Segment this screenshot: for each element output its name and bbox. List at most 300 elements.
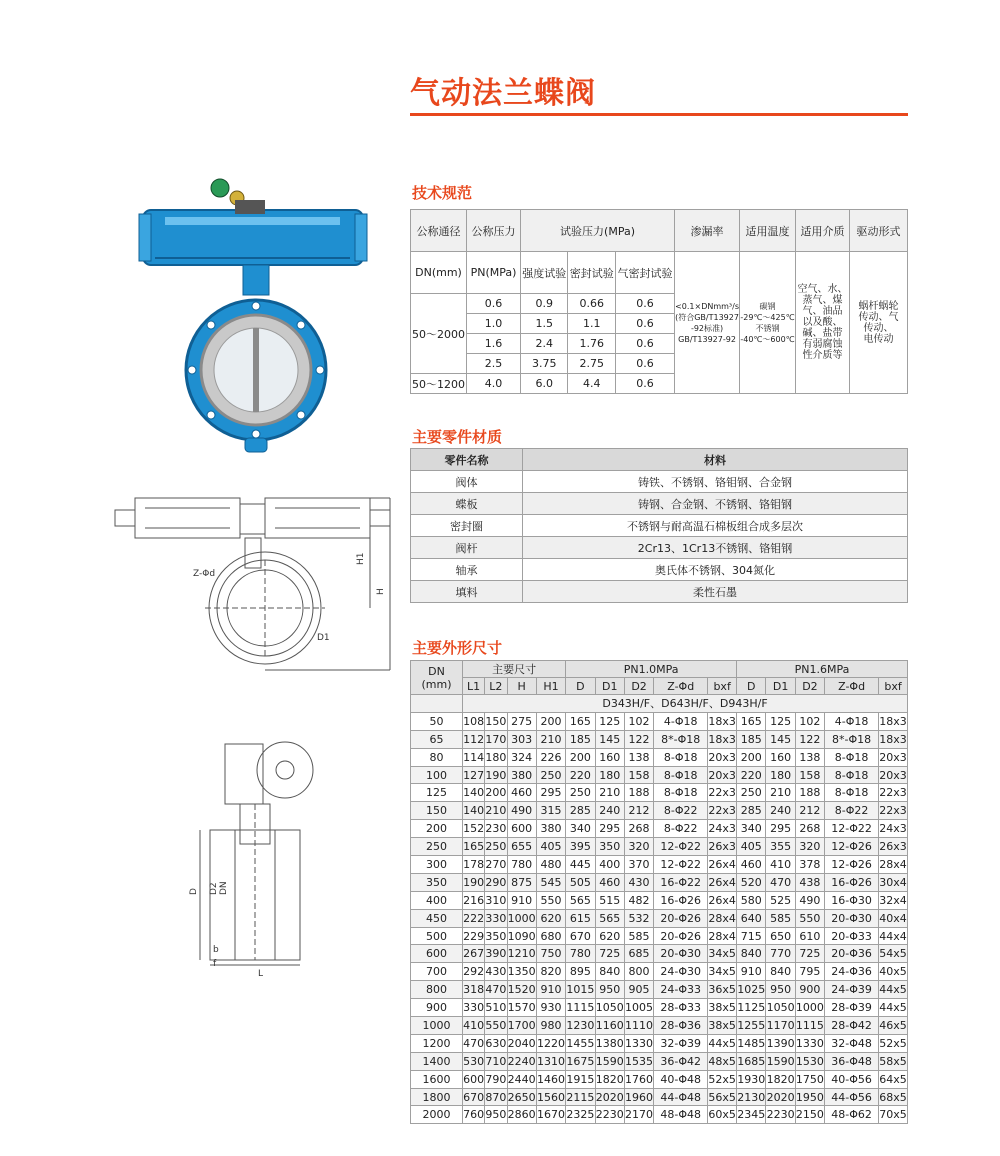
dimension-cell: 1950 <box>795 1088 824 1106</box>
label-d1: D1 <box>317 633 330 643</box>
dimension-cell: 40x5 <box>879 963 908 981</box>
label-dn: DN <box>219 881 229 895</box>
dimension-row <box>411 873 908 891</box>
dimension-cell: 68x5 <box>879 1088 908 1106</box>
dimension-cell: 24-Φ39 <box>825 981 879 999</box>
dimension-cell: 200 <box>485 784 507 802</box>
dimension-cell: 8-Φ18 <box>825 748 879 766</box>
dimension-cell: 950 <box>766 981 795 999</box>
dimension-cell: 1820 <box>766 1070 795 1088</box>
dimension-cell: 2130 <box>737 1088 766 1106</box>
dimension-cell: 292 <box>463 963 485 981</box>
spec-cell: 0.6 <box>615 294 674 314</box>
dimension-cell: 610 <box>795 927 824 945</box>
dimension-cell: 16-Φ26 <box>654 891 708 909</box>
dimension-cell: 44x5 <box>879 981 908 999</box>
dimension-cell: 1930 <box>737 1070 766 1088</box>
dimension-cell: 1005 <box>624 999 653 1017</box>
dimension-cell: 1110 <box>624 1017 653 1035</box>
dimension-cell: 48x5 <box>708 1052 737 1070</box>
dn-value: 2000 <box>411 1106 463 1124</box>
th-air-seal: 气密封试验 <box>615 252 674 294</box>
dimension-cell: 12-Φ22 <box>825 820 879 838</box>
dimension-cell: 640 <box>737 909 766 927</box>
dimension-cell: 1685 <box>737 1052 766 1070</box>
material-row <box>411 581 908 603</box>
dn-range-2: 50～1200 <box>411 374 467 394</box>
dimension-cell: 165 <box>737 712 766 730</box>
dimension-cell: 165 <box>463 838 485 856</box>
dimension-cell: 490 <box>507 802 536 820</box>
dimension-cell: 16-Φ30 <box>825 891 879 909</box>
dimension-cell: 1455 <box>566 1034 595 1052</box>
dimension-row <box>411 1106 908 1124</box>
dimension-cell: 28-Φ36 <box>654 1017 708 1035</box>
dimension-cell: 410 <box>766 856 795 874</box>
dimension-cell: 226 <box>536 748 565 766</box>
dimension-cell: 240 <box>595 802 624 820</box>
dimension-cell: 12-Φ22 <box>654 838 708 856</box>
front-view-drawing <box>105 490 405 690</box>
dimension-cell: 8-Φ22 <box>825 802 879 820</box>
dimension-cell: 8-Φ22 <box>654 820 708 838</box>
dimension-cell: 20-Φ26 <box>654 927 708 945</box>
spec-cell: 0.6 <box>615 334 674 354</box>
dimension-cell: 180 <box>595 766 624 784</box>
part-name: 密封圈 <box>411 515 523 537</box>
dimension-cell: 1485 <box>737 1034 766 1052</box>
dimension-cell: 930 <box>536 999 565 1017</box>
dimension-row <box>411 802 908 820</box>
dimension-cell: 1160 <box>595 1017 624 1035</box>
dimension-cell: 20x3 <box>879 748 908 766</box>
dn-value: 900 <box>411 999 463 1017</box>
dimension-cell: 532 <box>624 909 653 927</box>
dimension-cell: 22x3 <box>879 784 908 802</box>
dimension-cell: 150 <box>485 712 507 730</box>
dimension-cell: 20-Φ36 <box>825 945 879 963</box>
dimension-cell: 26x4 <box>708 873 737 891</box>
dimension-cell: 1025 <box>737 981 766 999</box>
dimension-cell: 2345 <box>737 1106 766 1124</box>
dimension-cell: 1115 <box>795 1017 824 1035</box>
dimension-cell: 20-Φ26 <box>654 909 708 927</box>
dimension-cell: 725 <box>595 945 624 963</box>
label-l: L <box>258 969 264 979</box>
dimension-cell: 370 <box>624 856 653 874</box>
dimension-cell: 1460 <box>536 1070 565 1088</box>
th-dn: DN(mm) <box>411 252 467 294</box>
dimension-cell: 26x3 <box>708 838 737 856</box>
dimension-cell: 530 <box>463 1052 485 1070</box>
dimension-cell: 1050 <box>595 999 624 1017</box>
th-d-16: D <box>737 678 766 695</box>
dimension-cell: 250 <box>566 784 595 802</box>
dimension-cell: 24-Φ30 <box>654 963 708 981</box>
dimension-cell: 650 <box>766 927 795 945</box>
dimension-cell: 34x5 <box>708 963 737 981</box>
spec-cell: 0.66 <box>568 294 615 314</box>
dimension-cell: 267 <box>463 945 485 963</box>
dimension-cell: 26x4 <box>708 856 737 874</box>
dimension-cell: 28x4 <box>879 856 908 874</box>
th-part: 零件名称 <box>411 449 523 471</box>
models-spacer <box>411 695 463 713</box>
dimension-cell: 630 <box>485 1034 507 1052</box>
dimension-cell: 44x5 <box>879 999 908 1017</box>
dimension-cell: 1125 <box>737 999 766 1017</box>
dimension-cell: 1050 <box>766 999 795 1017</box>
label-d2: D2 <box>209 882 219 895</box>
part-name: 阀体 <box>411 471 523 493</box>
dimension-row <box>411 1070 908 1088</box>
dimension-cell: 550 <box>536 891 565 909</box>
dimension-cell: 145 <box>766 730 795 748</box>
spec-cell: 0.6 <box>615 314 674 334</box>
material-row <box>411 537 908 559</box>
dimension-cell: 70x5 <box>879 1106 908 1124</box>
title-divider <box>410 113 908 116</box>
dimension-cell: 1170 <box>766 1017 795 1035</box>
dimension-cell: 8-Φ18 <box>825 784 879 802</box>
th-leakage: 渗漏率 <box>675 210 740 252</box>
dimension-cell: 950 <box>595 981 624 999</box>
dimension-cell: 158 <box>624 766 653 784</box>
dimension-cell: 295 <box>536 784 565 802</box>
spec-cell: 0.6 <box>615 374 674 394</box>
dimension-cell: 160 <box>766 748 795 766</box>
dimension-cell: 1960 <box>624 1088 653 1106</box>
dimension-cell: 482 <box>624 891 653 909</box>
dn-value: 65 <box>411 730 463 748</box>
dimension-cell: 295 <box>595 820 624 838</box>
dimension-cell: 2230 <box>595 1106 624 1124</box>
dn-value: 1800 <box>411 1088 463 1106</box>
dimension-cell: 8*-Φ18 <box>825 730 879 748</box>
dimension-cell: 12-Φ22 <box>654 856 708 874</box>
dimension-cell: 40-Φ56 <box>825 1070 879 1088</box>
dimension-cell: 1220 <box>536 1034 565 1052</box>
dimension-row <box>411 730 908 748</box>
dimension-cell: 725 <box>795 945 824 963</box>
dn-value: 1400 <box>411 1052 463 1070</box>
dimension-cell: 1535 <box>624 1052 653 1070</box>
dn-value: 300 <box>411 856 463 874</box>
dimension-cell: 820 <box>536 963 565 981</box>
material-row <box>411 493 908 515</box>
material-row <box>411 471 908 493</box>
dimension-cell: 188 <box>624 784 653 802</box>
dimension-cell: 895 <box>566 963 595 981</box>
dimension-cell: 125 <box>595 712 624 730</box>
dimension-cell: 185 <box>566 730 595 748</box>
dimension-cell: 600 <box>463 1070 485 1088</box>
dimension-cell: 46x5 <box>879 1017 908 1035</box>
th-temperature: 适用温度 <box>740 210 796 252</box>
dimension-cell: 1700 <box>507 1017 536 1035</box>
dimension-cell: 950 <box>485 1106 507 1124</box>
dn-value: 400 <box>411 891 463 909</box>
dimension-cell: 200 <box>566 748 595 766</box>
spec-table <box>410 209 908 394</box>
dimension-cell: 24-Φ33 <box>654 981 708 999</box>
dimension-cell: 188 <box>795 784 824 802</box>
dimension-cell: 125 <box>766 712 795 730</box>
spec-cell: 4.4 <box>568 374 615 394</box>
dimension-cell: 122 <box>795 730 824 748</box>
dimension-row <box>411 945 908 963</box>
dimension-cell: 250 <box>737 784 766 802</box>
dimension-cell: 28-Φ39 <box>825 999 879 1017</box>
dimension-cell: 138 <box>795 748 824 766</box>
label-b: b <box>213 945 219 955</box>
dimension-cell: 56x5 <box>708 1088 737 1106</box>
dimension-row <box>411 927 908 945</box>
dn-value: 700 <box>411 963 463 981</box>
part-name: 填料 <box>411 581 523 603</box>
part-material: 不锈钢与耐高温石棉板组合成多层次 <box>523 515 908 537</box>
dn-value: 250 <box>411 838 463 856</box>
dimension-cell: 620 <box>536 909 565 927</box>
dimension-cell: 18x3 <box>879 712 908 730</box>
dimension-cell: 36-Φ42 <box>654 1052 708 1070</box>
dimension-cell: 20x3 <box>708 748 737 766</box>
dimension-row <box>411 999 908 1017</box>
dimension-cell: 875 <box>507 873 536 891</box>
dimension-cell: 220 <box>737 766 766 784</box>
dimension-cell: 138 <box>624 748 653 766</box>
dimension-cell: 1330 <box>795 1034 824 1052</box>
valve-photo <box>125 170 385 460</box>
dn-value: 1600 <box>411 1070 463 1088</box>
th-material: 材料 <box>523 449 908 471</box>
dimension-cell: 127 <box>463 766 485 784</box>
materials-table <box>410 448 908 603</box>
th-h: H <box>507 678 536 695</box>
dimension-row <box>411 820 908 838</box>
spec-cell: 1.5 <box>521 314 568 334</box>
dimension-cell: 340 <box>566 820 595 838</box>
section-materials-title: 主要零件材质 <box>412 428 503 446</box>
dimension-cell: 378 <box>795 856 824 874</box>
dn-range-1: 50～2000 <box>411 294 467 374</box>
dimension-cell: 1230 <box>566 1017 595 1035</box>
dimension-cell: 190 <box>485 766 507 784</box>
material-row <box>411 559 908 581</box>
dimension-cell: 180 <box>485 748 507 766</box>
dimension-cell: 200 <box>737 748 766 766</box>
dimension-cell: 2040 <box>507 1034 536 1052</box>
dimension-cell: 268 <box>624 820 653 838</box>
part-material: 奥氏体不锈钢、304氮化 <box>523 559 908 581</box>
dimension-cell: 102 <box>624 712 653 730</box>
dimension-cell: 4-Φ18 <box>654 712 708 730</box>
dimension-cell: 28-Φ42 <box>825 1017 879 1035</box>
dimensions-table <box>410 660 908 1124</box>
dn-value: 125 <box>411 784 463 802</box>
dimension-row <box>411 766 908 784</box>
dimension-cell: 229 <box>463 927 485 945</box>
dimension-cell: 615 <box>566 909 595 927</box>
label-h1: H1 <box>356 552 366 565</box>
dimension-cell: 1915 <box>566 1070 595 1088</box>
dimension-cell: 320 <box>795 838 824 856</box>
dimension-cell: 1015 <box>566 981 595 999</box>
dimension-cell: 210 <box>485 802 507 820</box>
dimension-cell: 400 <box>595 856 624 874</box>
dimension-cell: 26x4 <box>708 891 737 909</box>
dimension-cell: 470 <box>485 981 507 999</box>
dimension-cell: 870 <box>485 1088 507 1106</box>
dimension-cell: 750 <box>536 945 565 963</box>
dimension-cell: 8-Φ22 <box>654 802 708 820</box>
dimension-cell: 270 <box>485 856 507 874</box>
dimension-cell: 275 <box>507 712 536 730</box>
dimension-cell: 580 <box>737 891 766 909</box>
dimension-cell: 250 <box>485 838 507 856</box>
th-zd-16: Z-Φd <box>825 678 879 695</box>
th-pn16: PN1.6MPa <box>737 661 908 678</box>
dimension-cell: 40x4 <box>879 909 908 927</box>
dimension-cell: 430 <box>624 873 653 891</box>
dimension-cell: 122 <box>624 730 653 748</box>
dimension-cell: 315 <box>536 802 565 820</box>
dimension-cell: 380 <box>507 766 536 784</box>
spec-cell: 3.75 <box>521 354 568 374</box>
dimension-cell: 1590 <box>595 1052 624 1070</box>
dimension-cell: 1530 <box>795 1052 824 1070</box>
th-d2: D2 <box>624 678 653 695</box>
dimension-row <box>411 1052 908 1070</box>
dimension-row <box>411 1034 908 1052</box>
spec-cell: 0.6 <box>615 354 674 374</box>
th-seal: 密封试验 <box>568 252 615 294</box>
dimension-cell: 295 <box>766 820 795 838</box>
material-row <box>411 515 908 537</box>
dimension-cell: 330 <box>463 999 485 1017</box>
th-zd: Z-Φd <box>654 678 708 695</box>
dimension-row <box>411 891 908 909</box>
dimension-cell: 44-Φ48 <box>654 1088 708 1106</box>
dimension-cell: 216 <box>463 891 485 909</box>
dimension-cell: 32-Φ39 <box>654 1034 708 1052</box>
dimension-cell: 22x3 <box>708 784 737 802</box>
dimension-cell: 165 <box>566 712 595 730</box>
dimension-cell: 8-Φ18 <box>825 766 879 784</box>
dimension-cell: 470 <box>463 1034 485 1052</box>
dimension-cell: 222 <box>463 909 485 927</box>
dimension-cell: 16-Φ26 <box>825 873 879 891</box>
dimension-cell: 790 <box>485 1070 507 1088</box>
dn-value: 600 <box>411 945 463 963</box>
dn-value: 100 <box>411 766 463 784</box>
dimension-row <box>411 784 908 802</box>
dimension-cell: 515 <box>595 891 624 909</box>
dimension-cell: 445 <box>566 856 595 874</box>
dimension-cell: 20-Φ30 <box>825 909 879 927</box>
dimension-cell: 1520 <box>507 981 536 999</box>
dimension-cell: 1760 <box>624 1070 653 1088</box>
dimension-cell: 285 <box>566 802 595 820</box>
dimension-cell: 545 <box>536 873 565 891</box>
part-material: 柔性石墨 <box>523 581 908 603</box>
th-d1: D1 <box>595 678 624 695</box>
dimension-cell: 20-Φ30 <box>654 945 708 963</box>
dimension-cell: 240 <box>766 802 795 820</box>
dimension-row <box>411 712 908 730</box>
dimension-cell: 550 <box>795 909 824 927</box>
dimension-cell: 780 <box>507 856 536 874</box>
th-dn: DN (mm) <box>411 661 463 695</box>
part-material: 铸铁、不锈钢、铬钼钢、合金钢 <box>523 471 908 493</box>
dimension-cell: 1255 <box>737 1017 766 1035</box>
dn-value: 50 <box>411 712 463 730</box>
dimension-cell: 1820 <box>595 1070 624 1088</box>
dn-value: 450 <box>411 909 463 927</box>
dimension-cell: 4-Φ18 <box>825 712 879 730</box>
dimension-cell: 8-Φ18 <box>654 784 708 802</box>
dn-value: 150 <box>411 802 463 820</box>
dimension-cell: 1675 <box>566 1052 595 1070</box>
dimension-cell: 470 <box>766 873 795 891</box>
dimension-cell: 1560 <box>536 1088 565 1106</box>
dimension-cell: 8*-Φ18 <box>654 730 708 748</box>
page-title: 气动法兰蝶阀 <box>410 76 596 111</box>
dimension-cell: 1210 <box>507 945 536 963</box>
dimension-cell: 28x4 <box>708 927 737 945</box>
dimension-cell: 905 <box>624 981 653 999</box>
dimension-cell: 800 <box>624 963 653 981</box>
dimension-cell: 310 <box>485 891 507 909</box>
dimension-cell: 290 <box>485 873 507 891</box>
dimension-cell: 40-Φ48 <box>654 1070 708 1088</box>
dimension-cell: 438 <box>795 873 824 891</box>
dimension-cell: 44x4 <box>879 927 908 945</box>
dimension-cell: 490 <box>795 891 824 909</box>
dimension-cell: 565 <box>595 909 624 927</box>
part-material: 铸钢、合金钢、不锈钢、铬钼钢 <box>523 493 908 515</box>
dimension-cell: 460 <box>737 856 766 874</box>
dimension-cell: 44x5 <box>708 1034 737 1052</box>
drive-cell: 蜗杆蜗轮 传动、气 传动、 电传动 <box>850 252 908 394</box>
dimension-cell: 16-Φ22 <box>654 873 708 891</box>
dimension-cell: 600 <box>507 820 536 838</box>
side-view-drawing <box>180 730 340 979</box>
dimension-cell: 18x3 <box>708 730 737 748</box>
dimension-cell: 108 <box>463 712 485 730</box>
dimension-cell: 158 <box>795 766 824 784</box>
dimension-cell: 1115 <box>566 999 595 1017</box>
dimension-cell: 350 <box>595 838 624 856</box>
dimension-cell: 550 <box>485 1017 507 1035</box>
spec-cell: 1.76 <box>568 334 615 354</box>
dn-value: 200 <box>411 820 463 838</box>
dimension-cell: 405 <box>536 838 565 856</box>
dimension-cell: 585 <box>766 909 795 927</box>
dimension-cell: 20x3 <box>879 766 908 784</box>
dimension-cell: 64x5 <box>879 1070 908 1088</box>
dimension-cell: 28x4 <box>708 909 737 927</box>
dimension-cell: 190 <box>463 873 485 891</box>
dimension-row <box>411 909 908 927</box>
dimension-cell: 170 <box>485 730 507 748</box>
dn-value: 1000 <box>411 1017 463 1035</box>
dimension-cell: 210 <box>766 784 795 802</box>
dimension-cell: 2240 <box>507 1052 536 1070</box>
dimension-cell: 58x5 <box>879 1052 908 1070</box>
dimension-cell: 330 <box>485 909 507 927</box>
dimension-cell: 12-Φ26 <box>825 856 879 874</box>
